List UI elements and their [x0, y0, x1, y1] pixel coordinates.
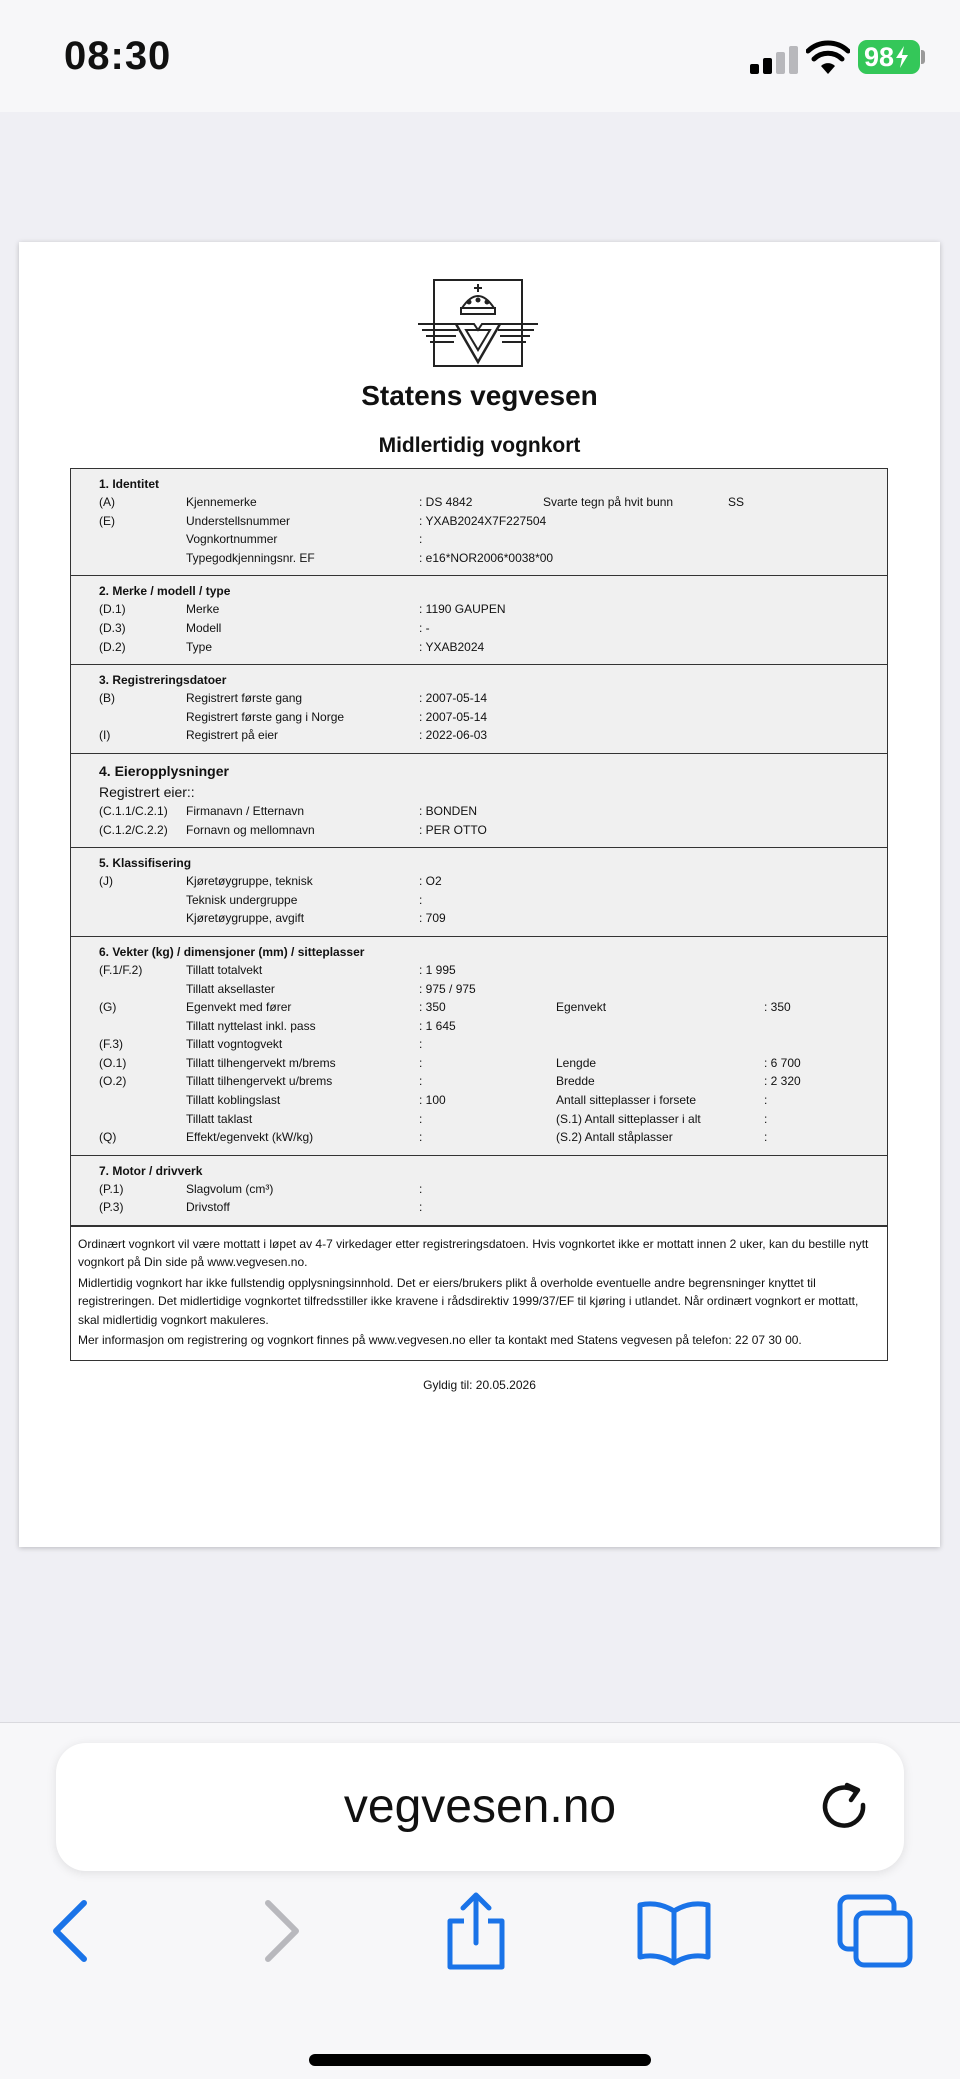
- document-page: [19, 242, 940, 1547]
- status-time: 08:30: [64, 34, 172, 78]
- row-value: : YXAB2024X7F227504: [419, 513, 547, 528]
- row-label: Tillatt nyttelast inkl. pass: [186, 1018, 316, 1033]
- info-section: [71, 576, 887, 665]
- row-value: : 350: [419, 1000, 446, 1015]
- row-label: Type: [186, 639, 213, 654]
- row-value: : 100: [419, 1093, 446, 1108]
- info-row: [71, 1128, 887, 1147]
- info-row: [71, 909, 887, 928]
- row-label: Tillatt vogntogvekt: [186, 1037, 283, 1052]
- info-row: [71, 1091, 887, 1110]
- info-row: [71, 689, 887, 708]
- notice-box: [70, 1226, 888, 1361]
- row-label: Kjøretøygruppe, teknisk: [186, 874, 313, 889]
- row-value: : 709: [419, 911, 446, 926]
- info-section: [71, 469, 887, 576]
- row-note: Svarte tegn på hvit bunn: [543, 495, 674, 509]
- info-row: [71, 961, 887, 980]
- row-rvalue: : 350: [764, 1000, 791, 1015]
- info-section: [71, 665, 887, 754]
- row-label: Tillatt koblingslast: [186, 1093, 281, 1108]
- info-row: [71, 1072, 887, 1091]
- info-row: [71, 600, 887, 619]
- forward-icon[interactable]: [240, 1891, 320, 1971]
- row-label: Merke: [186, 602, 220, 617]
- row-note2: SS: [728, 495, 745, 509]
- row-code: (B): [99, 691, 115, 706]
- row-code: (C.1.1/C.2.1): [99, 803, 168, 818]
- row-value: :: [419, 1111, 423, 1126]
- row-code: (C.1.2/C.2.2): [99, 822, 168, 837]
- info-row: [71, 821, 887, 840]
- row-value: : PER OTTO: [419, 822, 487, 837]
- row-value: : e16*NOR2006*0038*00: [419, 550, 554, 565]
- info-row: [71, 726, 887, 745]
- row-label: Registrert på eier: [186, 728, 279, 743]
- row-label: Registrert første gang i Norge: [186, 709, 345, 724]
- info-row: [71, 1180, 887, 1199]
- section-title: 5. Klassifisering: [99, 856, 192, 871]
- row-value: :: [419, 1181, 423, 1196]
- home-indicator[interactable]: [309, 2054, 651, 2066]
- row-label: Drivstoff: [186, 1200, 230, 1215]
- status-bar: [0, 0, 960, 112]
- section-title: 2. Merke / modell / type: [99, 584, 231, 599]
- tabs-icon[interactable]: [836, 1891, 916, 1971]
- signal-icon: [750, 44, 798, 74]
- info-row: [71, 512, 887, 531]
- battery-icon: [858, 40, 920, 74]
- row-value: : YXAB2024: [419, 639, 485, 654]
- info-row: [71, 619, 887, 638]
- row-value: : 1190 GAUPEN: [419, 602, 506, 617]
- row-label: Tillatt totalvekt: [186, 962, 263, 977]
- vehicle-info-table: [70, 468, 888, 1226]
- row-label: Modell: [186, 620, 222, 635]
- row-code: (D.3): [99, 620, 126, 635]
- notice-paragraph: Ordinært vognkort vil være mottatt i løpet av 4-7 virkedager etter registreringsdatoen. Hvis vognkortet ikke er mottatt innen 2 uker, kan du bestille nytt vognkort på Din side på www.vegvesen.no.: [78, 1237, 869, 1270]
- info-row: [71, 549, 887, 568]
- info-section: [71, 754, 887, 848]
- section-title: 3. Registreringsdatoer: [99, 673, 227, 688]
- row-label: Kjennemerke: [186, 495, 257, 509]
- row-label: Kjøretøygruppe, avgift: [186, 911, 305, 926]
- agency-name: Statens vegvesen: [361, 380, 598, 411]
- info-section: [71, 937, 887, 1156]
- row-code: (Q): [99, 1130, 117, 1145]
- row-code: (F.3): [99, 1037, 123, 1052]
- info-row: [71, 1035, 887, 1054]
- row-label: Tillatt tilhengervekt m/brems: [186, 1055, 336, 1070]
- info-row: [71, 1017, 887, 1036]
- row-label: Vognkortnummer: [186, 532, 278, 547]
- info-row: [71, 980, 887, 999]
- row-code: (P.3): [99, 1200, 124, 1215]
- row-rlabel: (S.2) Antall ståplasser: [556, 1130, 673, 1145]
- info-row: [71, 802, 887, 821]
- info-row: [71, 530, 887, 549]
- row-label: Typegodkjenningsnr. EF: [186, 550, 315, 565]
- row-label: Tillatt aksellaster: [186, 981, 275, 996]
- row-label: Tillatt taklast: [186, 1111, 253, 1126]
- row-value: :: [419, 1200, 423, 1215]
- row-value: : BONDEN: [419, 803, 478, 818]
- row-rlabel: Lengde: [556, 1055, 597, 1070]
- battery-cap: [921, 50, 925, 64]
- info-row: [71, 998, 887, 1017]
- row-code: (J): [99, 874, 113, 889]
- info-row: [71, 891, 887, 910]
- notice-paragraph: Midlertidig vognkort har ikke fullstendig opplysningsinnhold. Det er eiers/brukers plikt å overholde eventuelle andre begrensninger knyttet til registreringen. Det midlertidige vognkortet tilfredsstiller ikke kravene i rådsdirektiv 1999/37/EF til kjøring i utlandet. Når ordinært vognkort er mottatt, skal midlertidig vognkort makuleres.: [78, 1275, 859, 1327]
- row-label: Tillatt tilhengervekt u/brems: [186, 1074, 333, 1089]
- browser-toolbar: [0, 1722, 960, 2079]
- row-code: (F.1/F.2): [99, 962, 143, 977]
- statens-vegvesen-logo: [416, 278, 540, 370]
- section-subtitle: Registrert eier::: [99, 783, 195, 800]
- row-rvalue: : 2 320: [764, 1074, 801, 1089]
- info-section: [71, 1156, 887, 1225]
- row-value: :: [419, 1055, 423, 1070]
- row-value: : -: [419, 620, 430, 635]
- section-title: 6. Vekter (kg) / dimensjoner (mm) / sitteplasser: [99, 944, 365, 959]
- notice-paragraph: Mer informasjon om registrering og vognkort finnes på www.vegvesen.no eller ta kontakt med Statens vegvesen på telefon: 22 07 30 00.: [78, 1333, 802, 1348]
- info-row: [71, 872, 887, 891]
- row-value: :: [419, 1130, 423, 1145]
- address-bar[interactable]: [56, 1743, 904, 1871]
- row-value: :: [419, 1074, 423, 1089]
- row-code: (O.1): [99, 1055, 127, 1070]
- row-code: (A): [99, 495, 115, 509]
- battery-level: 98: [864, 41, 895, 72]
- row-rlabel: Antall sitteplasser i forsete: [556, 1093, 697, 1108]
- bookmarks-icon[interactable]: [634, 1891, 714, 1971]
- row-value: : 2022-06-03: [419, 728, 488, 743]
- info-row: [71, 708, 887, 727]
- wifi-icon: [806, 40, 850, 76]
- row-code: (P.1): [99, 1181, 124, 1196]
- row-code: (D.1): [99, 602, 126, 617]
- info-row: [71, 1198, 887, 1217]
- row-rlabel: (S.1) Antall sitteplasser i alt: [556, 1111, 701, 1126]
- row-label: Effekt/egenvekt (kW/kg): [186, 1130, 314, 1145]
- info-row: [71, 1054, 887, 1073]
- row-rlabel: Egenvekt: [556, 1000, 607, 1015]
- row-label: Firmanavn / Etternavn: [186, 803, 305, 818]
- row-rlabel: Bredde: [556, 1074, 595, 1089]
- row-label: Teknisk undergruppe: [186, 892, 298, 907]
- valid-until: Gyldig til: 20.05.2026: [423, 1378, 536, 1392]
- info-row: [71, 1110, 887, 1129]
- row-value: :: [419, 892, 423, 907]
- row-label: Understellsnummer: [186, 513, 291, 528]
- info-row: [71, 638, 887, 657]
- row-value: :: [419, 1037, 423, 1052]
- row-rvalue: :: [764, 1093, 768, 1108]
- row-rvalue: :: [764, 1130, 768, 1145]
- row-label: Slagvolum (cm³): [186, 1181, 274, 1196]
- row-label: Egenvekt med fører: [186, 1000, 292, 1015]
- reload-icon[interactable]: [813, 1775, 877, 1839]
- row-code: (I): [99, 728, 111, 743]
- info-section: [71, 848, 887, 937]
- row-code: (E): [99, 513, 115, 528]
- row-value: : 2007-05-14: [419, 691, 488, 706]
- row-label: Fornavn og mellomnavn: [186, 822, 315, 837]
- row-rvalue: : 6 700: [764, 1055, 801, 1070]
- section-title: 7. Motor / drivverk: [99, 1163, 203, 1178]
- section-title: 1. Identitet: [99, 477, 160, 491]
- row-rvalue: :: [764, 1111, 768, 1126]
- share-icon[interactable]: [436, 1891, 516, 1971]
- document-title: Midlertidig vognkort: [378, 434, 581, 457]
- section-title: 4. Eieropplysninger: [99, 762, 229, 779]
- row-code: (G): [99, 1000, 117, 1015]
- row-code: (D.2): [99, 639, 126, 654]
- row-value: :: [419, 532, 423, 547]
- back-icon[interactable]: [32, 1891, 112, 1971]
- row-value: : DS 4842: [419, 495, 473, 509]
- row-value: : 1 645: [419, 1018, 456, 1033]
- row-value: : O2: [419, 874, 442, 889]
- row-value: : 975 / 975: [419, 981, 476, 996]
- info-row: [71, 493, 887, 512]
- url-text[interactable]: vegvesen.no: [343, 1780, 617, 1833]
- row-code: (O.2): [99, 1074, 127, 1089]
- row-value: : 1 995: [419, 962, 456, 977]
- row-label: Registrert første gang: [186, 691, 303, 706]
- row-value: : 2007-05-14: [419, 709, 488, 724]
